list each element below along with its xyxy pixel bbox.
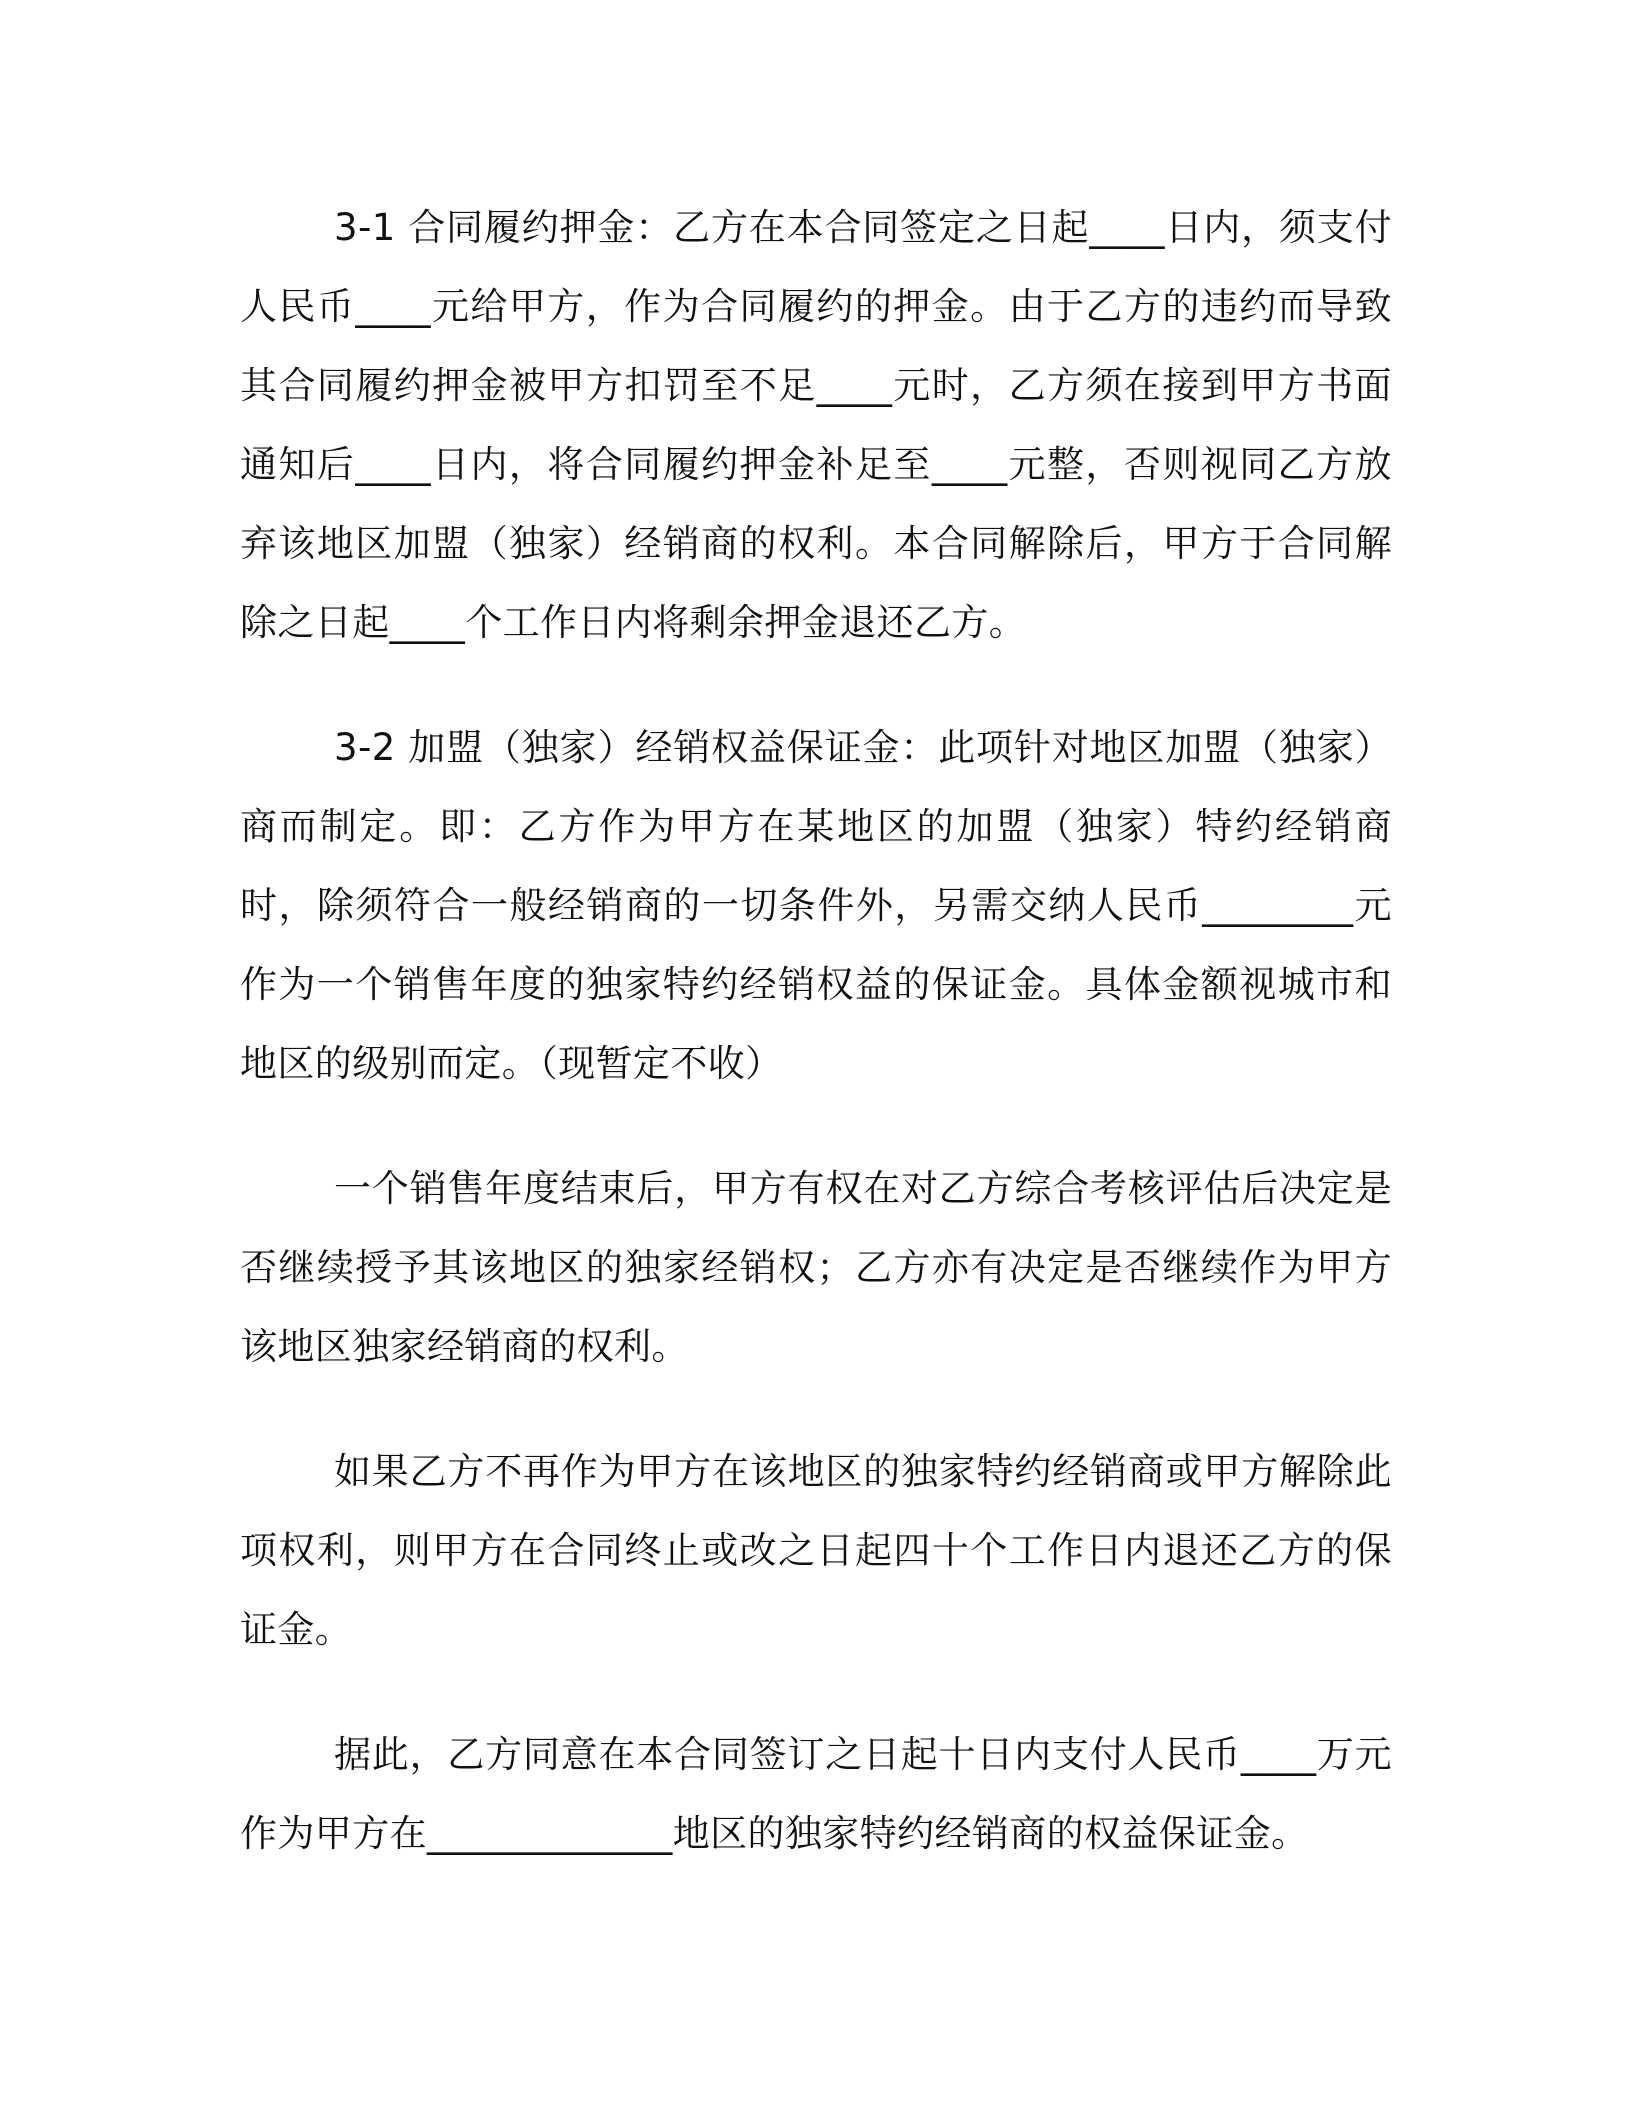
- paragraph-spacer: [240, 1669, 1392, 1715]
- clause-3-2-paragraph: 3-2 加盟（独家）经销权益保证金：此项针对地区加盟（独家）商而制定。即：乙方作为甲方在某地区的加盟（独家）特约经销商时，除须符合一般经销商的一切条件外，另需交纳人民币________元作为一个销售年度的独家特约经销权益的保证金。具体金额视城市和地区的级别而定。（现暂定不收）: [240, 726, 1392, 1085]
- clause-3-1-paragraph: 3-1 合同履约押金：乙方在本合同签定之日起____日内，须支付人民币____元给甲方，作为合同履约的押金。由于乙方的违约而导致其合同履约押金被甲方扣罚至不足____元时，乙方须在接到甲方书面通知后____日内，将合同履约押金补足至____元整，否则视同乙方放弃该地区加盟（独家）经销商的权利。本合同解除后，甲方于合同解除之日起____个工作日内将剩余押金退还乙方。: [240, 206, 1392, 644]
- annual-review-paragraph: 一个销售年度结束后，甲方有权在对乙方综合考核评估后决定是否继续授予其该地区的独家经销权；乙方亦有决定是否继续作为甲方该地区独家经销商的权利。: [240, 1167, 1392, 1368]
- payment-agreement-paragraph: 据此，乙方同意在本合同签订之日起十日内支付人民币____万元作为甲方在_____________地区的独家特约经销商的权益保证金。: [240, 1733, 1392, 1855]
- paragraph-spacer: [240, 1103, 1392, 1149]
- refund-paragraph: 如果乙方不再作为甲方在该地区的独家特约经销商或甲方解除此项权利，则甲方在合同终止或改之日起四十个工作日内退还乙方的保证金。: [240, 1450, 1392, 1651]
- paragraph-spacer: [240, 662, 1392, 708]
- document-body: [240, 188, 1392, 1873]
- paragraph-spacer: [240, 1386, 1392, 1432]
